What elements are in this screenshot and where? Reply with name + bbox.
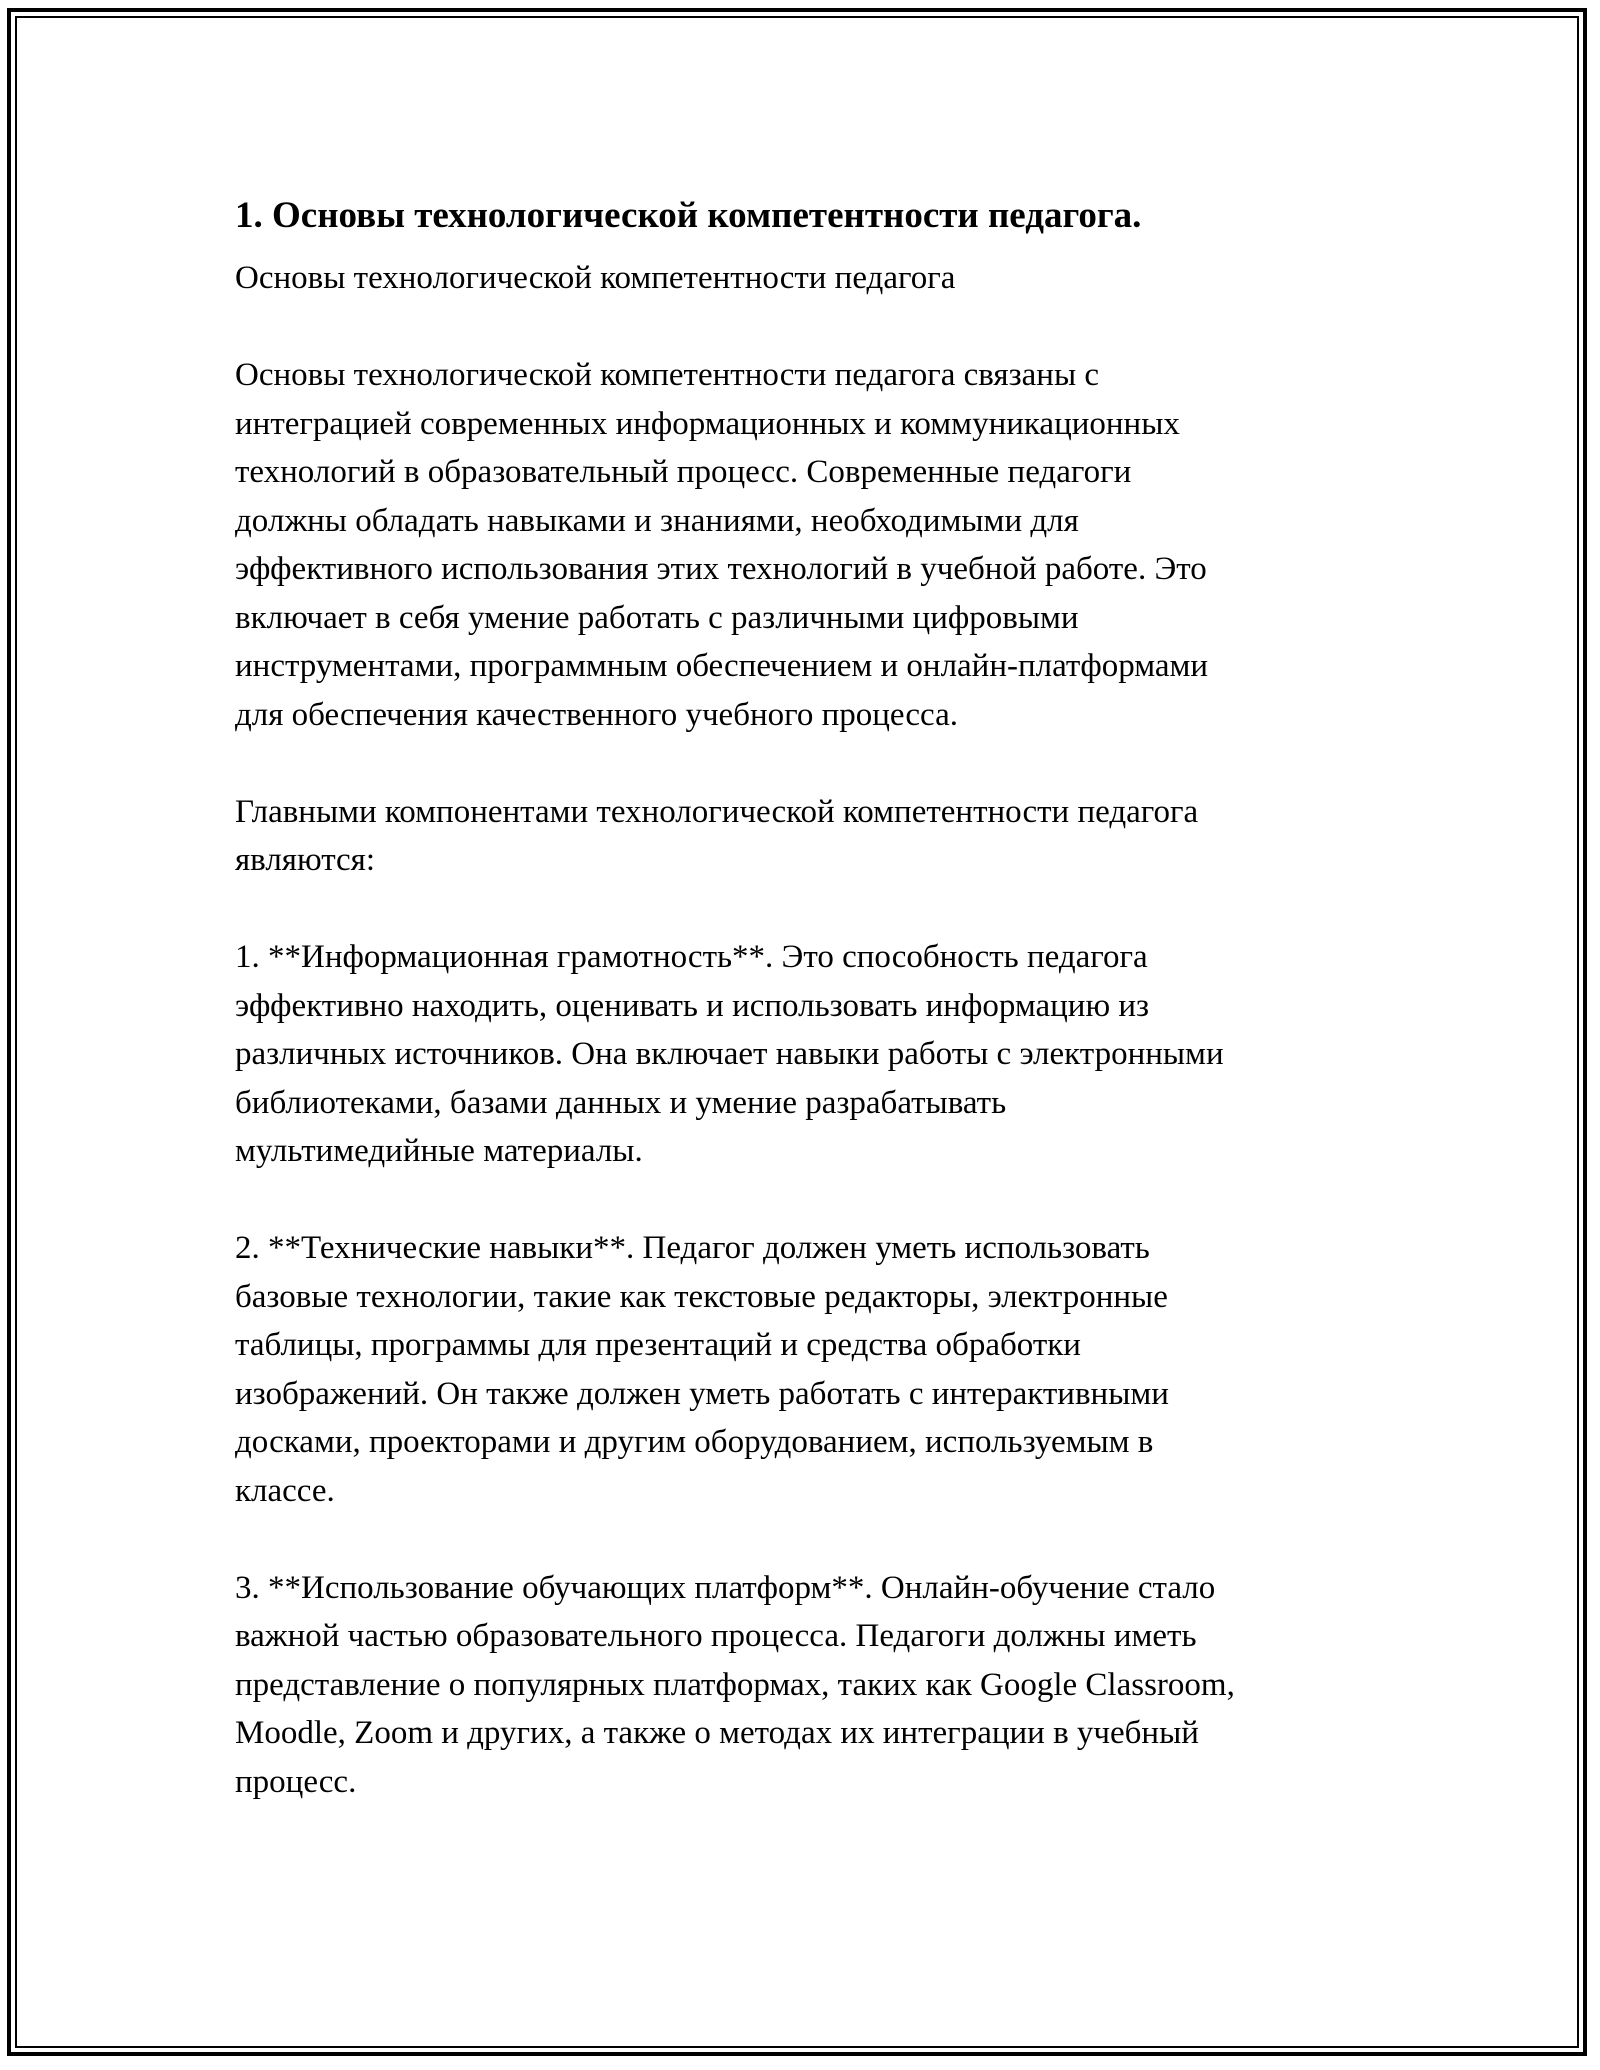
text-line: 2. **Технические навыки**. Педагог должен уметь использовать [235, 1230, 1150, 1266]
text-line: Основы технологической компетентности педагога связаны с [235, 357, 1100, 393]
text-line: эффективного использования этих технологий в учебной работе. Это [235, 551, 1207, 587]
text-line: включает в себя умение работать с различными цифровыми [235, 599, 1079, 636]
text-line: таблицы, программы для презентаций и средства обработки [235, 1327, 1081, 1363]
text-line: базовые технологии, такие как текстовые редакторы, электронные [235, 1278, 1168, 1315]
text-line: Главными компонентами технологической компетентности педагога [235, 793, 1199, 830]
text-line: библиотеками, базами данных и умение разрабатывать [235, 1084, 1007, 1121]
intro-paragraph [235, 351, 1365, 739]
text-line: являются: [235, 842, 376, 878]
document-heading: 1. Основы технологической компетентности педагога. [235, 195, 1142, 236]
text-line: 1. **Информационная грамотность**. Это способность педагога [235, 939, 1148, 975]
list-item-2-paragraph [235, 1224, 1365, 1515]
text-line: Основы технологической компетентности педагога [235, 260, 956, 296]
text-line: различных источников. Она включает навыки работы с электронными [235, 1036, 1224, 1072]
text-line: инструментами, программным обеспечением и онлайн-платформами [235, 648, 1209, 684]
subtitle-paragraph [235, 254, 1365, 303]
text-line: представление о популярных платформах, таких как Google Classroom, [235, 1666, 1235, 1703]
text-line: классе. [235, 1472, 335, 1509]
text-line: изображений. Он также должен уметь работать с интерактивными [235, 1375, 1169, 1412]
text-line: важной частью образовательного процесса. Педагоги должны иметь [235, 1618, 1197, 1654]
text-line: досками, проекторами и другим оборудованием, используемым в [235, 1424, 1154, 1460]
components-lead-paragraph [235, 788, 1365, 885]
text-line: технологий в образовательный процесс. Современные педагоги [235, 454, 1132, 490]
text-line: для обеспечения качественного учебного процесса. [235, 696, 958, 733]
list-item-3-paragraph [235, 1564, 1365, 1807]
text-line: эффективно находить, оценивать и использовать информацию из [235, 987, 1150, 1024]
text-line: Moodle, Zoom и других, а также о методах их интеграции в учебный [235, 1715, 1199, 1751]
text-line: интеграцией современных информационных и коммуникационных [235, 405, 1180, 442]
list-item-1-paragraph [235, 933, 1365, 1176]
document-body [235, 186, 1365, 1855]
text-line: 3. **Использование обучающих платформ**. Онлайн-обучение стало [235, 1569, 1216, 1606]
text-line: процесс. [235, 1763, 357, 1800]
text-line: мультимедийные материалы. [235, 1133, 643, 1169]
text-line: должны обладать навыками и знаниями, необходимыми для [235, 502, 1079, 539]
